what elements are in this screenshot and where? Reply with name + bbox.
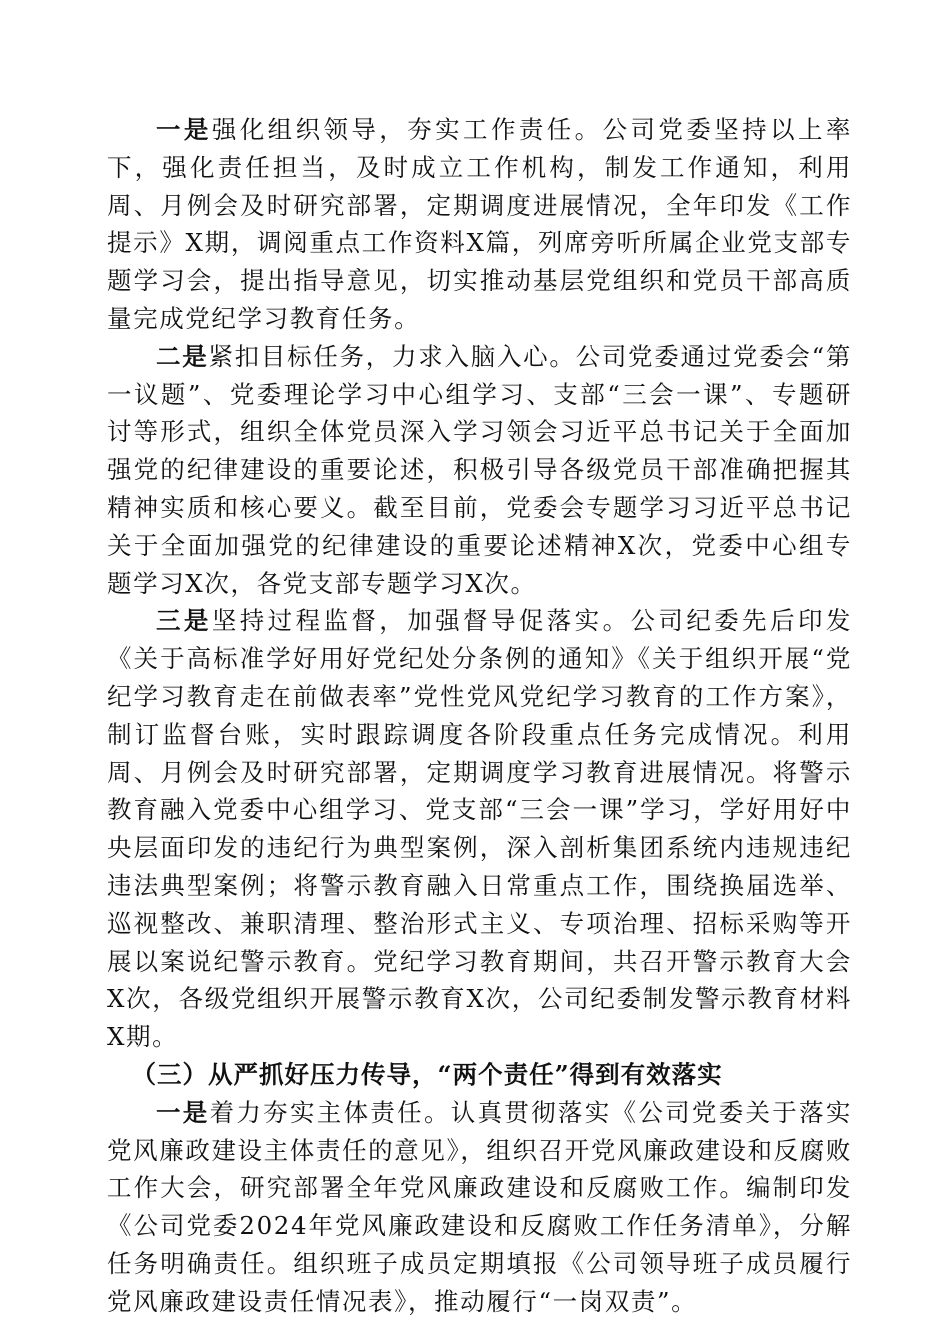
paragraph-lead: 二是 xyxy=(156,341,209,371)
paragraph-text: 着力夯实主体责任。认真贯彻落实《公司党委关于落实党风廉政建设主体责任的意见》，组织召开党风廉政建设和反腐败工作大会，研究部署全年党风廉政建设和反腐败工作。编制印发《公司党委2024年党风廉政建设和反腐败工作任务清单》，分解任务明确责任。组织班子成员定期填报《公司领导班子成员履行党风廉政建设责任情况表》，推动履行“一岗双责”。 xyxy=(107,1097,852,1316)
paragraph-text: 紧扣目标任务，力求入脑入心。公司党委通过党委会“第一议题”、党委理论学习中心组学习、支部“三会一课”、专题研讨等形式，组织全体党员深入学习领会习近平总书记关于全面加强党的纪律建设的重要论述，积极引导各级党员干部准确把握其精神实质和核心要义。截至目前，党委会专题学习习近平总书记关于全面加强党的纪律建设的重要论述精神X次，党委中心组专题学习X次，各党支部专题学习X次。 xyxy=(107,341,852,598)
section-heading: （三）从严抓好压力传导，“两个责任”得到有效落实 xyxy=(131,1059,723,1089)
paragraph-text: 强化组织领导，夯实工作责任。公司党委坚持以上率下，强化责任担当，及时成立工作机构，制发工作通知，利用周、月例会及时研究部署，定期调度进展情况，全年印发《工作提示》X期，调阅重点工作资料X篇，列席旁听所属企业党支部专题学习会，提出指导意见，切实推动基层党组织和党员干部高质量完成党纪学习教育任务。 xyxy=(107,115,852,333)
paragraph-lead: 一是 xyxy=(156,1097,210,1127)
paragraph-lead: 一是 xyxy=(156,115,212,144)
paragraph-target-tasks xyxy=(107,338,852,603)
paragraph-process-supervision xyxy=(107,602,852,1056)
paragraph-main-responsibility xyxy=(107,1094,852,1321)
paragraph-strengthen-leadership xyxy=(107,111,852,338)
paragraph-lead: 三是 xyxy=(156,606,212,636)
document-page xyxy=(107,111,852,1321)
paragraph-text: 坚持过程监督，加强督导促落实。公司纪委先后印发《关于高标准学好用好党纪处分条例的通知》《关于组织开展“党纪学习教育走在前做表率”党性党风党纪学习教育的工作方案》，制订监督台账，实时跟踪调度各阶段重点任务完成情况。利用周、月例会及时研究部署，定期调度学习教育进展情况。将警示教育融入党委中心组学习、党支部“三会一课”学习，学好用好中央层面印发的违纪行为典型案例，深入剖析集团系统内违规违纪违法典型案例；将警示教育融入日常重点工作，围绕换届选举、巡视整改、兼职清理、整治形式主义、专项治理、招标采购等开展以案说纪警示教育。党纪学习教育期间，共召开警示教育大会X次，各级党组织开展警示教育X次，公司纪委制发警示教育材料X期。 xyxy=(107,606,852,1052)
